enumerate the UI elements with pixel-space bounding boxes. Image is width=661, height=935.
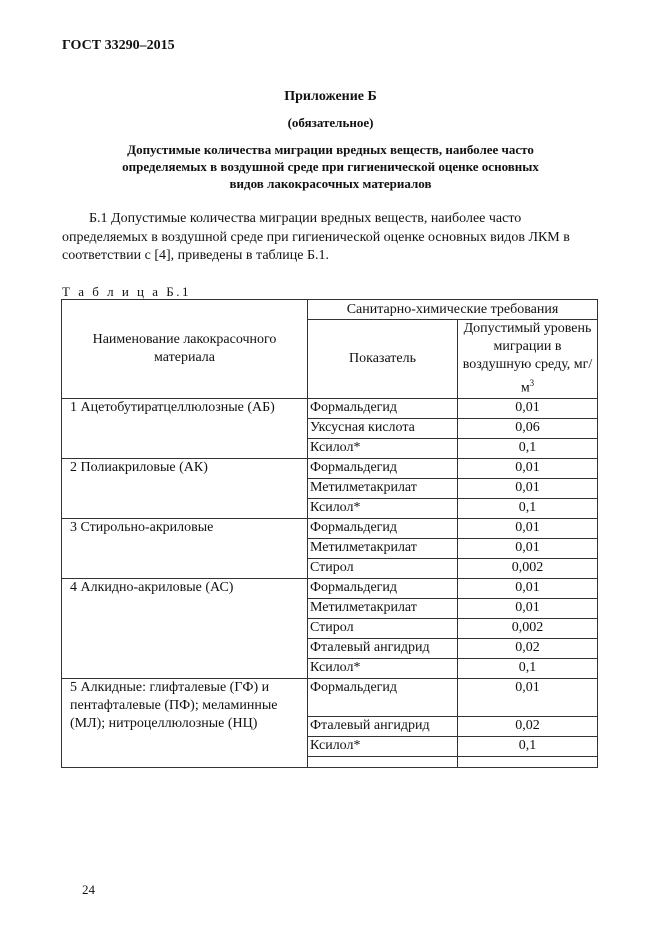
material-name-cell: 1 Ацетобутиратцеллюлозные (АБ) [62,398,308,458]
value-cell: 0,02 [458,638,598,658]
table-row [62,398,598,418]
indicator-cell: Формальдегид [308,518,458,538]
table-header-row [62,300,598,320]
indicator-cell: Ксилол* [308,438,458,458]
value-cell: 0,01 [458,398,598,418]
value-cell: 0,06 [458,418,598,438]
material-name-cell: 4 Алкидно-акриловые (АС) [62,578,308,678]
table-row [62,678,598,716]
standard-number: ГОСТ 33290–2015 [62,38,175,53]
table-row [62,518,598,538]
migration-table [61,299,598,768]
value-cell: 0,01 [458,598,598,618]
indicator-cell: Формальдегид [308,678,458,716]
value-cell: 0,1 [458,498,598,518]
indicator-cell: Формальдегид [308,578,458,598]
column-header-level-sup: 3 [529,378,535,388]
table-row [62,578,598,598]
value-cell: 0,01 [458,478,598,498]
column-header-group: Санитарно-химические требования [308,300,598,320]
indicator-cell: Фталевый ангидрид [308,638,458,658]
value-cell: 0,002 [458,618,598,638]
empty-cell [458,756,598,767]
value-cell: 0,002 [458,558,598,578]
indicator-cell: Ксилол* [308,736,458,756]
heading-line: Допустимые количества миграции вредных веществ, наиболее часто [127,142,534,157]
appendix-title: Приложение Б [284,89,377,104]
material-name-cell: 2 Полиакриловые (АК) [62,458,308,518]
value-cell: 0,1 [458,658,598,678]
indicator-cell: Ксилол* [308,658,458,678]
indicator-cell: Метилметакрилат [308,538,458,558]
value-cell: 0,1 [458,438,598,458]
value-cell: 0,01 [458,678,598,716]
indicator-cell: Метилметакрилат [308,598,458,618]
material-name-cell: 3 Стирольно-акриловые [62,518,308,578]
indicator-cell: Формальдегид [308,398,458,418]
indicator-cell: Фталевый ангидрид [308,716,458,736]
column-header-name: Наименование лакокрасочного материала [62,300,308,399]
value-cell: 0,01 [458,518,598,538]
indicator-cell: Формальдегид [308,458,458,478]
value-cell: 0,01 [458,578,598,598]
indicator-cell: Стирол [308,558,458,578]
table-row [62,458,598,478]
appendix-status: (обязательное) [287,115,374,130]
page-number: 24 [82,882,95,897]
heading-line: видов лакокрасочных материалов [229,176,432,191]
indicator-cell: Стирол [308,618,458,638]
intro-paragraph: Б.1 Допустимые количества миграции вредных веществ, наиболее часто определяемых в воздушной среде при гигиенической оценке основных видов ЛКМ в соответствии с [4], приведены в таблице Б.1. [62,211,570,263]
value-cell: 0,01 [458,458,598,478]
indicator-cell: Ксилол* [308,498,458,518]
material-name-cell: 5 Алкидные: глифталевые (ГФ) и пентафталевые (ПФ); меламинные (МЛ); нитроцеллюлозные (НЦ) [62,678,308,767]
indicator-cell: Уксусная кислота [308,418,458,438]
table-caption: Т а б л и ц а Б.1 [62,284,191,299]
column-header-level-text: Допустимый уровень миграции в воздушную среду, мг/м [462,321,593,396]
appendix-heading [0,141,661,192]
value-cell: 0,1 [458,736,598,756]
value-cell: 0,02 [458,716,598,736]
heading-line: определяемых в воздушной среде при гигиенической оценке основных [122,159,539,174]
empty-cell [308,756,458,767]
column-header-level [458,320,598,399]
value-cell: 0,01 [458,538,598,558]
column-header-indicator: Показатель [308,320,458,399]
indicator-cell: Метилметакрилат [308,478,458,498]
